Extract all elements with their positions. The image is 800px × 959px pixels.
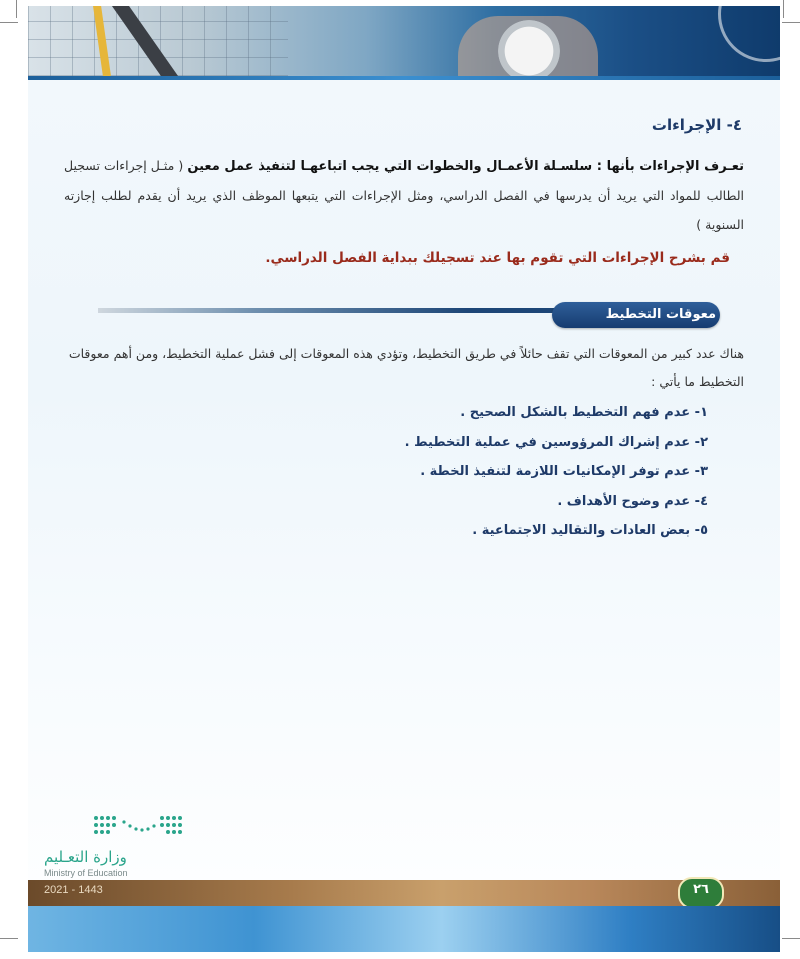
footer-bar [28, 880, 780, 906]
decorative-arc [718, 6, 780, 62]
definition-lead: تعـرف الإجراءات بأنها : سلسـلة الأعمـال والخطوات التي يجب اتباعهـا لتنفيذ عمل معين [187, 159, 744, 174]
obstacles-heading: معوقات التخطيط [605, 307, 716, 322]
crop-mark [783, 0, 784, 18]
ministry-logo-icon [92, 812, 184, 846]
crop-mark [0, 938, 18, 939]
activity-prompt: قم بشرح الإجراءات التي تقوم بها عند تسجيلك ببداية الفصل الدراسي. [265, 250, 730, 266]
footer-image [28, 906, 780, 952]
section-heading: ٤- الإجراءات [651, 116, 742, 134]
banner-divider [28, 76, 780, 80]
list-item: ١- عدم فهم التخطيط بالشكل الصحيح . [460, 405, 708, 420]
pocket-watch-graphic [498, 20, 560, 76]
crop-mark [0, 22, 18, 23]
list-item: ٤- عدم وضوح الأهداف . [557, 493, 708, 509]
ministry-name-arabic: وزارة التعـليم [44, 848, 127, 866]
crop-mark [16, 0, 17, 18]
section-rule [98, 308, 626, 313]
definition-example: ( مثـل إجراءات تسجيل الطالب للمواد التي يريد أن يدرسها في الفصل الدراسي، ومثل الإجراءات التي يتبعها الموظف الذي يريد أن يقدم لطلب إجازته السنوية ) [64, 158, 744, 232]
list-item: ٢- عدم إشراك المرؤوسين في عملية التخطيط . [404, 434, 708, 450]
textbook-page [28, 6, 780, 952]
header-banner-image [28, 6, 780, 76]
crop-mark [782, 22, 800, 23]
obstacles-intro: هناك عدد كبير من المعوقات التي تقف حائلاً في طريق التخطيط، وتؤدي هذه المعوقات إلى فشل عملية التخطيط، ومن أهم معوقات التخطيط ما يأتي : [68, 346, 744, 389]
edition-year: 2021 - 1443 [44, 884, 103, 896]
crop-mark [782, 938, 800, 939]
page-number: ٢٦ [693, 882, 709, 897]
obstacles-list [288, 398, 708, 546]
definition-paragraph [64, 151, 744, 239]
list-item: ٣- عدم توفر الإمكانيات اللازمة لتنفيذ الخطة . [420, 464, 708, 479]
ministry-name-english: Ministry of Education [44, 868, 128, 878]
list-item: ٥- بعض العادات والتقاليد الاجتماعية . [472, 523, 708, 538]
